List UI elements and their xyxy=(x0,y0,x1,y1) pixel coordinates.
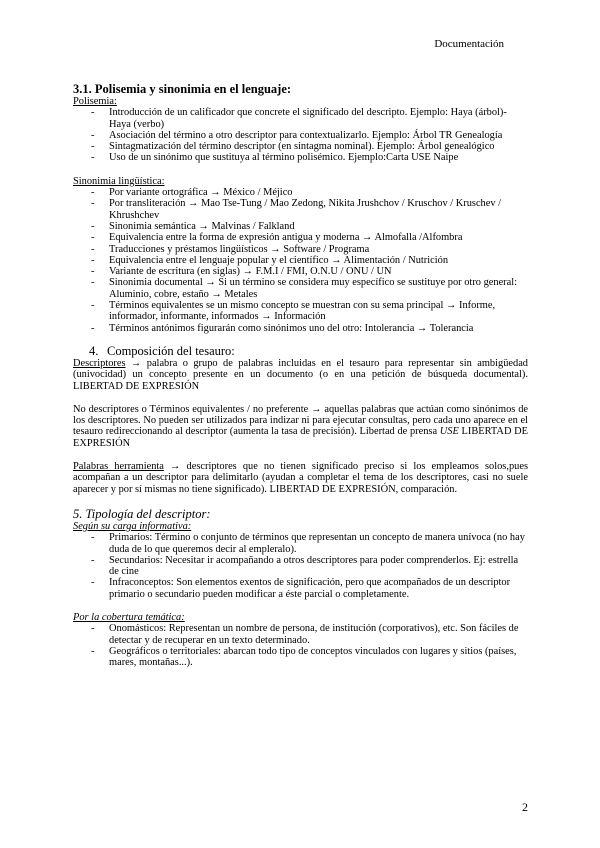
page-content xyxy=(73,82,528,668)
list-item: - Por variante ortográfica → México / Méjico xyxy=(73,187,528,198)
herramienta-label: Palabras herramienta xyxy=(73,461,164,473)
list-item: - Equivalencia entre el lenguaje popular y el científico → Alimentación / Nutrición xyxy=(73,255,528,266)
no-descriptores-text: No descriptores o Términos equivalentes / no preferente → aquellas palabras que actúan como sinónimos de los descriptores. No pueden ser utilizados para indizar ni para ejecutar consultas, pero cada uno aparece en el tesauro redireccionando al descriptor (aumenta la tasa de precisión). Libertad de prensa xyxy=(73,403,528,438)
sinonimia-list xyxy=(73,187,528,334)
list-item: - Términos antónimos figurarán como sinónimos uno del otro: Intolerancia → Tolerancia xyxy=(73,323,528,334)
use-keyword: USE xyxy=(439,426,459,438)
list-item: - Primarios: Término o conjunto de términos que representan un concepto de manera unívoca (no hay duda de lo que queremos decir al empleralo). xyxy=(73,532,528,555)
polisemia-label: Polisemia: xyxy=(73,96,117,107)
list-item: - Equivalencia entre la forma de expresión antigua y moderna → Almofalla /Alfombra xyxy=(73,232,528,243)
no-descriptores-text-end: LIBERTAD DE EXPRESIÓN xyxy=(73,426,528,449)
list-item: - Uso de un sinónimo que sustituya al término polisémico. Ejemplo:Carta USE Naipe xyxy=(73,152,528,163)
descriptores-paragraph xyxy=(73,358,528,392)
page-number: 2 xyxy=(522,800,528,814)
list-item: - Sinonimia semántica → Malvinas / Falkland xyxy=(73,221,528,232)
list-item: - Sinonimia documental → Si un término se considera muy específico se sustituye por otro general: Aluminio, cobre, estaño → Metales xyxy=(73,277,528,300)
list-item: - Infraconceptos: Son elementos exentos de significación, pero que acompañados de un descriptor primario o secundario pueden modificar a éste parcial o completamente. xyxy=(73,577,528,600)
list-item: - Introducción de un calificador que concrete el significado del descripto. Ejemplo: Haya (árbol)-Haya (verbo) xyxy=(73,107,528,130)
herramienta-text: → descriptores que no tienen significado preciso si los empleamos solos,pues acompañan a un descriptor para delimitarlo (ayudan a completar el tema de los descriptores, casi no suele aparecer y por sí mismas no tiene significado). LIBERTAD DE EXPRESIÓN, comparación. xyxy=(73,461,528,495)
list-item: - Por transliteración → Mao Tse-Tung / Mao Zedong, Nikita Jrushchov / Kruschov / Kruschev / Khrushchev xyxy=(73,198,528,221)
list-item: - Términos equivalentes se un mismo concepto se muestran con su sema principal → Informe, informador, informante, informados → Información xyxy=(73,300,528,323)
page-header: Documentación xyxy=(434,38,504,50)
list-item: - Secundarios: Necesitar ir acompañando a otros descriptores para poder comprenderlos. Ej: estrella de cine xyxy=(73,555,528,578)
section-3-1-title: 3.1. Polisemia y sinonimia en el lenguaje: xyxy=(73,82,292,96)
list-item: - Variante de escritura (en siglas) → F.M.I / FMI, O.N.U / ONU / UN xyxy=(73,266,528,277)
section-4-number: 4. xyxy=(89,343,99,358)
section-5-title: 5. Tipología del descriptor: xyxy=(73,506,211,521)
no-descriptores-paragraph xyxy=(73,404,528,449)
herramienta-paragraph xyxy=(73,461,528,495)
list-item: - Traducciones y préstamos lingüísticos → Software / Programa xyxy=(73,244,528,255)
section-4-title: Composición del tesauro: xyxy=(107,343,235,358)
descriptores-label: Descriptores xyxy=(73,357,126,369)
polisemia-list xyxy=(73,107,528,163)
cobertura-list xyxy=(73,623,528,668)
descriptores-text: → palabra o grupo de palabras incluidas en el tesauro para representar sin ambigüedad (univocidad) un concepto presente en un documento (o en una petición de búsqueda documental). LIBERTAD DE EXPRESIÓN xyxy=(73,357,528,392)
list-item: - Asociación del término a otro descriptor para contextualizarlo. Ejemplo: Árbol TR Genealogía xyxy=(73,130,528,141)
list-item: - Sintagmatización del término descriptor (en sintagma nominal). Ejemplo: Árbol genealógico xyxy=(73,141,528,152)
cobertura-label: Por la cobertura temática: xyxy=(73,611,185,623)
carga-label: Según su carga informativa: xyxy=(73,520,192,532)
section-4-heading xyxy=(73,344,528,358)
sinonimia-label: Sinonimia lingüística: xyxy=(73,175,165,187)
list-item: - Onomásticos: Representan un nombre de persona, de institución (corporativos), etc. Son fáciles de detectar y de recuperar en un texto determinado. xyxy=(73,623,528,646)
list-item: - Geográficos o territoriales: abarcan todo tipo de conceptos vinculados con lugares y sitios (países, mares, montañas...). xyxy=(73,646,528,669)
carga-list xyxy=(73,532,528,600)
